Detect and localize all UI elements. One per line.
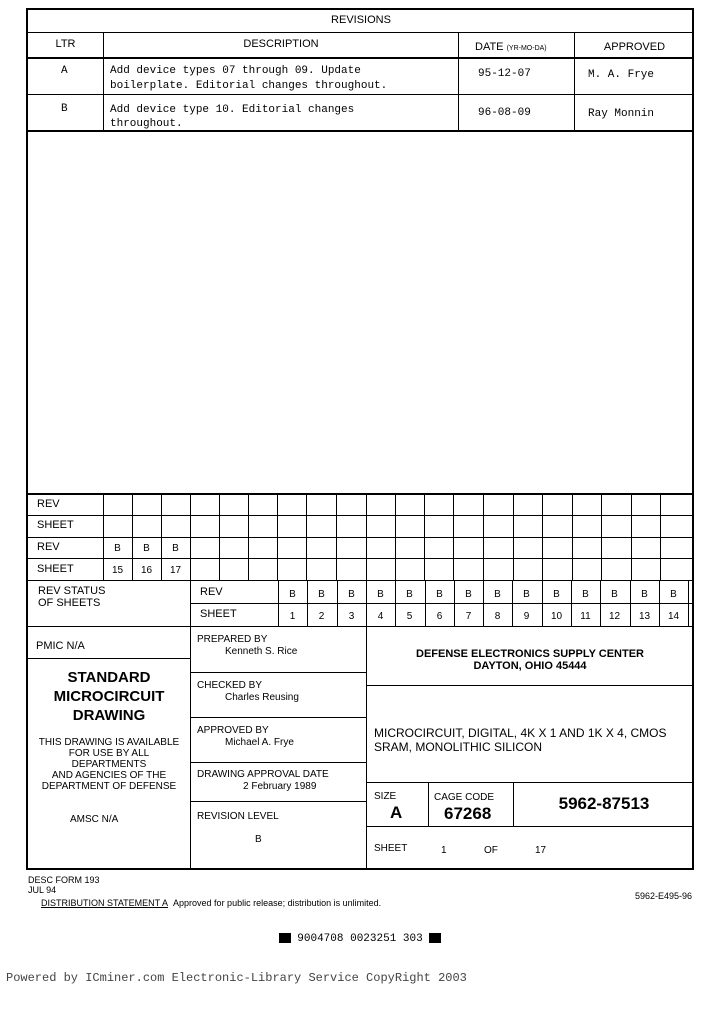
distribution-statement: DISTRIBUTION STATEMENT A Approved for public release; distribution is unlimited. (41, 898, 382, 908)
drawing-number: 5962-87513 (558, 794, 650, 813)
status-sheet-2: 2 (318, 611, 325, 622)
status-sheet-9: 9 (523, 611, 530, 622)
rev-b-date: 96-08-09 (478, 107, 531, 119)
size-label: SIZE (374, 791, 397, 802)
sheet-current: 1 (441, 845, 447, 856)
dscc-block: DEFENSE ELECTRONICS SUPPLY CENTER DAYTON, OHIO 45444 (416, 648, 644, 672)
status-rev-8: B (494, 589, 501, 600)
rev-b-desc-2: throughout. (110, 118, 183, 130)
status-sheet-11: 11 (580, 611, 591, 622)
availability-note: THIS DRAWING IS AVAILABLE FOR USE BY ALL DEPARTMENTS AND AGENCIES OF THE DEPARTMENT OF DEFENSE (38, 737, 180, 792)
status-rev-7: B (465, 589, 472, 600)
checked-label: CHECKED BY (197, 680, 263, 691)
cage-label: CAGE CODE (434, 792, 495, 803)
sheet-of-label: OF (484, 845, 498, 856)
status-rev-12: B (611, 589, 618, 600)
rev-b-desc-1: Add device type 10. Editorial changes (110, 104, 355, 116)
rev-a-approved: M. A. Frye (588, 69, 655, 81)
status-rev-3: B (348, 589, 355, 600)
status-sheet-7: 7 (465, 611, 472, 622)
approval-date-value: 2 February 1989 (243, 781, 317, 792)
barcode-line: 9004708 0023251 303 (0, 933, 720, 945)
approval-date-label: DRAWING APPROVAL DATE (197, 769, 329, 780)
size-value: A (390, 803, 403, 822)
status-rev-14: B (670, 589, 677, 600)
status-sheet-8: 8 (494, 611, 501, 622)
sheet-total: 17 (535, 845, 547, 856)
standard-title: STANDARD MICROCIRCUIT DRAWING (53, 669, 165, 724)
prepared-label: PREPARED BY (197, 634, 268, 645)
status-sheet-label: SHEET (200, 608, 237, 620)
barcode-block-left (279, 933, 291, 943)
barcode-block-right (429, 933, 441, 943)
status-sheet-5: 5 (406, 611, 413, 622)
status-rev-label: REV (200, 586, 223, 598)
grid-rev-15: B (114, 543, 121, 554)
status-sheet-4: 4 (377, 611, 384, 622)
approved-by-label: APPROVED BY (197, 725, 269, 736)
revision-level-value: B (255, 834, 262, 845)
status-sheet-10: 10 (550, 611, 563, 622)
approved-by-name: Michael A. Frye (225, 737, 294, 748)
rev-a-date: 95-12-07 (478, 68, 531, 80)
status-sheet-14: 14 (667, 611, 680, 622)
status-rev-2: B (318, 589, 325, 600)
grid-rev-16: B (143, 543, 150, 554)
powered-by: Powered by ICminer.com Electronic-Library Service CopyRight 2003 (6, 971, 467, 985)
col-ltr: LTR (55, 38, 76, 50)
cage-value: 67268 (444, 804, 492, 823)
grid-sheet-15: 15 (111, 565, 124, 576)
status-sheet-3: 3 (348, 611, 355, 622)
pmic: PMIC N/A (36, 640, 85, 652)
grid-sheet-label-2: SHEET (37, 563, 74, 575)
status-sheet-1: 1 (289, 611, 296, 622)
grid-sheet-17: 17 (169, 565, 182, 576)
status-rev-11: B (582, 589, 589, 600)
grid-rev-label-2: REV (37, 541, 60, 553)
rev-status-label: REV STATUS OF SHEETS (38, 585, 106, 609)
sheet-label: SHEET (374, 843, 408, 854)
grid-rev-label-1: REV (37, 498, 60, 510)
status-rev-1: B (289, 589, 296, 600)
rev-b-ltr: B (61, 103, 68, 115)
status-rev-10: B (553, 589, 560, 600)
status-rev-6: B (436, 589, 443, 600)
status-rev-4: B (377, 589, 384, 600)
status-rev-5: B (406, 589, 413, 600)
rev-a-desc-1: Add device types 07 through 09. Update (110, 65, 361, 77)
revisions-header: REVISIONS (331, 14, 391, 26)
form-id: DESC FORM 193 JUL 94 (28, 875, 100, 895)
doc-code: 5962-E495-96 (635, 891, 693, 901)
col-approved: APPROVED (603, 41, 666, 53)
status-rev-9: B (523, 589, 530, 600)
status-rev-13: B (641, 589, 648, 600)
col-description: DESCRIPTION (243, 38, 319, 50)
rev-a-ltr: A (61, 65, 68, 77)
prepared-name: Kenneth S. Rice (225, 646, 298, 657)
title-block: MICROCIRCUIT, DIGITAL, 4K X 1 AND 1K X 4, CMOS SRAM, MONOLITHIC SILICON (374, 726, 667, 754)
revision-level-label: REVISION LEVEL (197, 811, 279, 822)
checked-name: Charles Reusing (225, 692, 299, 703)
status-sheet-12: 12 (608, 611, 621, 622)
rev-b-approved: Ray Monnin (588, 108, 655, 120)
grid-sheet-label-1: SHEET (37, 519, 74, 531)
grid-rev-17: B (172, 543, 179, 554)
rev-a-desc-2: boilerplate. Editorial changes throughout. (110, 80, 388, 92)
status-sheet-13: 13 (638, 611, 651, 622)
grid-sheet-16: 16 (140, 565, 153, 576)
status-sheet-6: 6 (436, 611, 443, 622)
amsc: AMSC N/A (70, 814, 119, 825)
col-date: DATE (YR-MO-DA) (475, 41, 547, 53)
